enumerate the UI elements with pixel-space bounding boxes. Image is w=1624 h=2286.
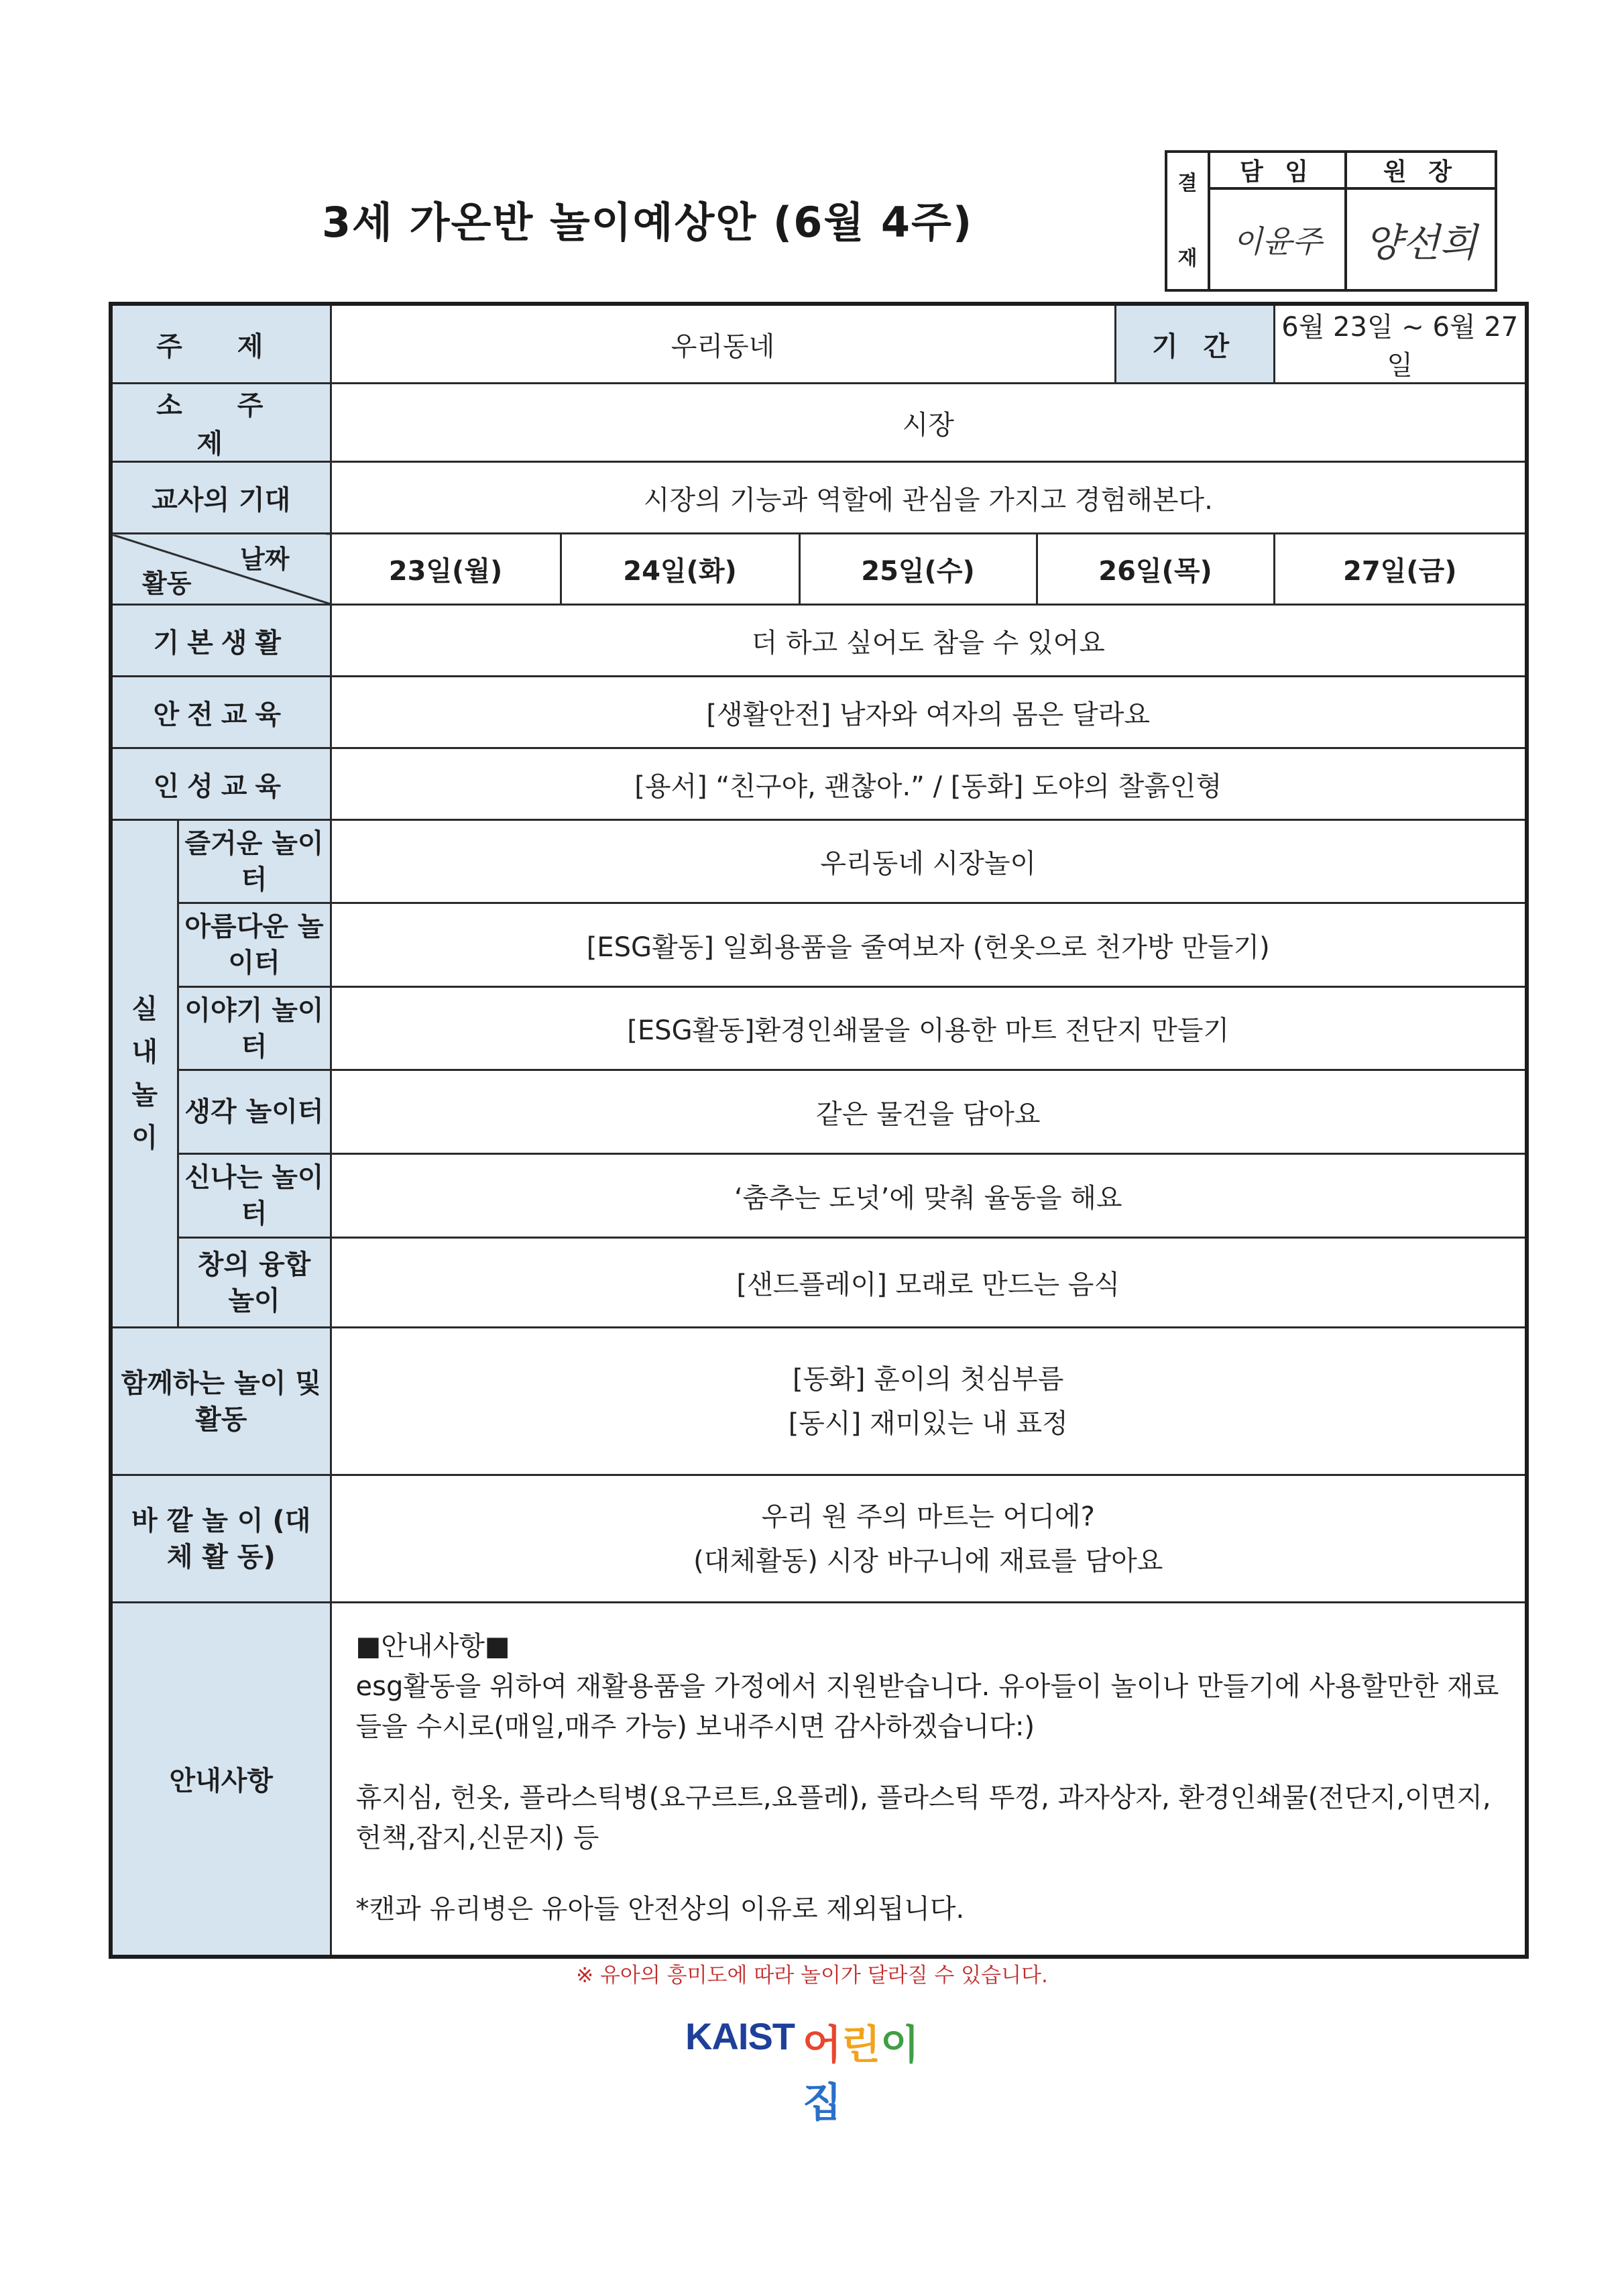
teacher-signature-text: 이윤주: [1232, 223, 1322, 260]
outdoor-value: [331, 1475, 1527, 1603]
notice-label: 안내사항: [111, 1603, 331, 1957]
day-header: 26일(목): [1037, 534, 1274, 605]
indoor-area-label: 생각 놀이터: [178, 1070, 331, 1154]
subtheme-value: 시장: [331, 384, 1527, 462]
basic-life-label: 기본생활: [111, 605, 331, 677]
period-label: 기 간: [1115, 304, 1274, 384]
outdoor-item: (대체활동) 시장 바구니에 재료를 담아요: [693, 1545, 1163, 1577]
indoor-play-label-text: 실내놀이: [131, 994, 158, 1153]
subtheme-label: 소 주 제: [111, 384, 331, 462]
character-value: [용서] “친구야, 괜찮아.” / [동화] 도야의 찰흙인형: [331, 748, 1527, 820]
period-value: 6월 23일 ~ 6월 27일: [1274, 304, 1527, 384]
teacher-signature: [1209, 188, 1346, 290]
notice-paragraph: 휴지심, 헌옷, 플라스틱병(요구르트,요플레), 플라스틱 뚜껑, 과자상자, 환경인쇄물(전단지,이면지,헌책,잡지,신문지) 등: [355, 1782, 1491, 1853]
theme-label: 주 제: [111, 304, 331, 384]
expectation-value: 시장의 기능과 역할에 관심을 가지고 경험해본다.: [331, 462, 1527, 534]
kaist-kindergarten-logo: [685, 2010, 953, 2126]
approval-box: [1165, 150, 1497, 292]
basic-life-value: 더 하고 싶어도 참을 수 있어요: [331, 605, 1527, 677]
notice-heading: ■안내사항■: [355, 1631, 510, 1662]
together-value: [331, 1328, 1527, 1475]
notice-paragraph: *캔과 유리병은 유아들 안전상의 이유로 제외됩니다.: [355, 1894, 965, 1925]
notice-paragraph: esg활동을 위하여 재활용품을 가정에서 지원받습니다. 유아들이 놀이나 만들기에 사용할만한 재료들을 수시로(매일,매주 가능) 보내주시면 감사하겠습니다:): [355, 1671, 1499, 1742]
expectation-label: 교사의 기대: [111, 462, 331, 534]
day-header: 27일(금): [1274, 534, 1527, 605]
indoor-activity: 우리동네 시장놀이: [331, 820, 1527, 903]
day-header: 23일(월): [331, 534, 561, 605]
safety-label: 안전교육: [111, 677, 331, 748]
approval-header-principal: 원 장: [1346, 152, 1496, 188]
notice-body: [331, 1603, 1527, 1957]
approval-header-teacher: 담 임: [1209, 152, 1346, 188]
date-activity-corner: [111, 534, 331, 605]
indoor-area-label: 신나는 놀이터: [178, 1154, 331, 1238]
weekly-plan-table: [109, 302, 1529, 1959]
page-title: 3세 가온반 놀이예상안 (6월 4주): [322, 198, 974, 247]
principal-signature-text: 양선희: [1364, 220, 1478, 266]
logo-char: 집: [803, 2079, 842, 2126]
character-label: 인성교육: [111, 748, 331, 820]
day-header: 24일(화): [561, 534, 799, 605]
logo-char: 어: [803, 2022, 842, 2069]
indoor-area-label: 즐거운 놀이터: [178, 820, 331, 903]
safety-value: [생활안전] 남자와 여자의 몸은 달라요: [331, 677, 1527, 748]
outdoor-item: 우리 원 주의 마트는 어디에?: [761, 1501, 1095, 1532]
corner-date-label: 날짜: [240, 545, 290, 574]
indoor-activity: 같은 물건을 담아요: [331, 1070, 1527, 1154]
indoor-activity: [ESG활동] 일회용품을 줄여보자 (헌옷으로 천가방 만들기): [331, 903, 1527, 987]
indoor-area-label: 이야기 놀이터: [178, 987, 331, 1070]
logo-char: 이: [880, 2022, 919, 2069]
logo-char: 린: [841, 2022, 880, 2069]
outdoor-label: 바 깥 놀 이 (대 체 활 동): [111, 1475, 331, 1603]
together-label: 함께하는 놀이 및 활동: [111, 1328, 331, 1475]
logo-kindergarten-text: [803, 2013, 953, 2128]
indoor-play-label: [111, 820, 178, 1328]
approval-label: 결 재: [1166, 152, 1209, 290]
theme-value: 우리동네: [331, 304, 1115, 384]
together-item: [동시] 재미있는 내 표정: [788, 1408, 1068, 1439]
indoor-activity: [샌드플레이] 모래로 만드는 음식: [331, 1238, 1527, 1328]
principal-signature: [1346, 188, 1496, 290]
indoor-area-label: 창의 융합 놀이: [178, 1238, 331, 1328]
indoor-activity: ‘춤추는 도넛’에 맞춰 율동을 해요: [331, 1154, 1527, 1238]
indoor-activity: [ESG활동]환경인쇄물을 이용한 마트 전단지 만들기: [331, 987, 1527, 1070]
footnote: ※ 유아의 흥미도에 따라 놀이가 달라질 수 있습니다.: [576, 1963, 1048, 1988]
logo-kaist-text: KAIST: [685, 2015, 795, 2057]
indoor-area-label: 아름다운 놀이터: [178, 903, 331, 987]
together-item: [동화] 훈이의 첫심부름: [793, 1363, 1064, 1395]
corner-activity-label: 활동: [142, 569, 192, 598]
day-header: 25일(수): [799, 534, 1037, 605]
